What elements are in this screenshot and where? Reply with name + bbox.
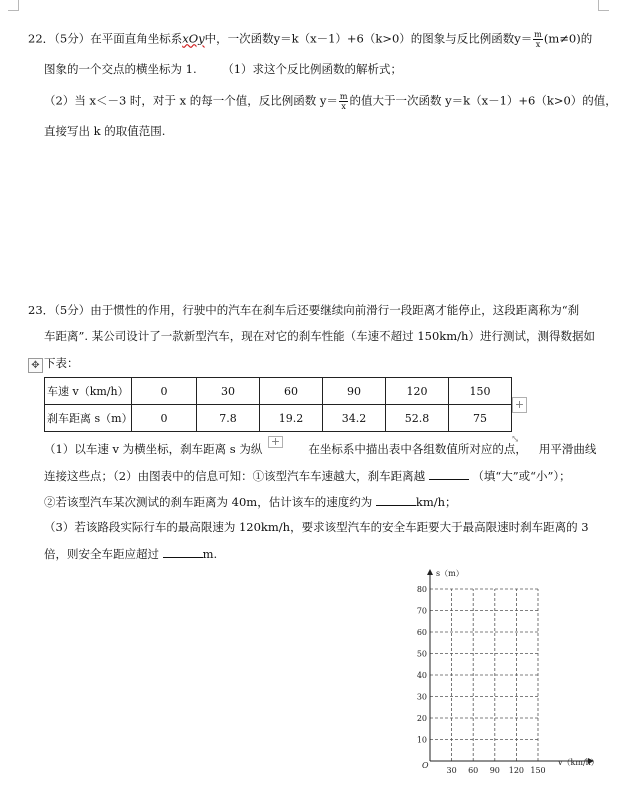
page-corner-mark-right (598, 0, 609, 11)
q22-line-3: （2）当 x＜－3 时，对于 x 的每一个值，反比例函数 y＝ $\frac{m}{x}$ 的值大于一次函数 y＝k（x－1）+6（k>0）的值， (44, 92, 617, 111)
table-resize-handle-icon[interactable]: ⤡ (511, 434, 520, 445)
add-column-button[interactable]: + (512, 397, 527, 413)
y-tick-label: 20 (416, 714, 427, 723)
x-tick-label: 30 (446, 766, 457, 775)
x-tick-label: 60 (468, 766, 479, 775)
answer-blank[interactable] (376, 493, 416, 506)
table-cell: 75 (449, 405, 512, 432)
y-tick-label: 40 (416, 671, 427, 680)
q22-number: 22．（5分） (28, 31, 91, 46)
table-cell: 0 (132, 378, 197, 405)
coordinate-grid-chart (408, 562, 608, 777)
q22-line-4: 直接写出 k 的取值范围. (44, 124, 166, 138)
answer-blank[interactable] (429, 467, 469, 480)
y-tick-label: 10 (416, 735, 427, 745)
x-tick-label: 150 (530, 766, 546, 775)
q23-paragraph-5: 倍，则安全车距应超过 m. (44, 547, 218, 561)
table-cell: 90 (323, 378, 386, 405)
table-header-distance: 刹车距离 s（m） (45, 405, 132, 432)
add-row-button[interactable]: + (268, 436, 283, 448)
q23-paragraph-1: （1）以车速 v 为横坐标，刹车距离 s 为纵 在坐标系中描出表中各组数值所对应的点， 用平滑曲线 (44, 442, 597, 456)
y-tick-label: 80 (416, 585, 427, 594)
x-tick-label: 90 (489, 766, 500, 775)
speed-distance-table (44, 377, 512, 432)
q23-paragraph-3: ②若该型汽车某次测试的刹车距离为 40m，估计该车的速度约为 km/h； (44, 495, 457, 509)
x-axis-label: v（km/h） (558, 758, 599, 767)
table-move-handle-icon[interactable]: ✥ (28, 358, 43, 373)
table-row-distance (45, 405, 512, 432)
table-cell: 7.8 (197, 405, 260, 432)
fraction-m-over-x: $\frac{m}{x}$ (534, 30, 542, 49)
spellcheck-underlined-word: xOy (182, 31, 205, 46)
q23-paragraph-2: 连接这些点；（2）由图表中的信息可知：①该型汽车车速越大，刹车距离越 （填“大”或“小”）； (44, 469, 571, 483)
grid-lines (430, 589, 538, 761)
y-axis-arrow (427, 569, 433, 575)
table-header-speed: 车速 v（km/h） (45, 378, 132, 405)
q23-line-3: 下表： (44, 356, 79, 370)
y-axis-label: s（m） (436, 569, 464, 578)
fraction-m-over-x: $\frac{m}{x}$ (339, 92, 348, 111)
x-tick-label: 120 (508, 766, 525, 775)
q23-line-2: 车距离”. 某公司设计了一款新型汽车，现在对它的刹车性能（车速不超过 150km/h）进行测试，测得数据如 (44, 329, 595, 343)
q23-paragraph-4: （3）若该路段实际行车的最高限速为 120km/h，要求该型汽车的安全车距要大于最高限速时刹车距离的 3 (44, 520, 589, 534)
table-row-speed (45, 378, 512, 405)
answer-blank[interactable] (163, 545, 203, 558)
table-cell: 34.2 (323, 405, 386, 432)
y-tick-label: 30 (416, 692, 427, 702)
table-cell: 30 (197, 378, 260, 405)
table-cell: 150 (449, 378, 512, 405)
table-cell: 120 (386, 378, 449, 405)
y-tick-label: 60 (416, 628, 427, 637)
q22-line-1: 22．（5分）在平面直角坐标系xOy中，一次函数y＝k（x－1）+6（k>0）的图象与反比例函数y＝ $\frac{m}{x}$ (m≠0)的 (28, 30, 593, 49)
table-cell: 52.8 (386, 405, 449, 432)
table-cell: 60 (260, 378, 323, 405)
page-corner-mark-left (8, 0, 19, 11)
origin-label: O (422, 761, 429, 770)
y-tick-label: 70 (416, 606, 427, 616)
table-cell: 19.2 (260, 405, 323, 432)
table-cell: 0 (132, 405, 197, 432)
y-tick-label: 50 (416, 649, 427, 659)
q22-line-2: 图象的一个交点的横坐标为 1. （1）求这个反比例函数的解析式； (44, 62, 403, 76)
q23-line-1: 23．（5分）由于惯性的作用，行驶中的汽车在刹车后还要继续向前滑行一段距离才能停止，这段距离称为“刹 (28, 303, 580, 317)
